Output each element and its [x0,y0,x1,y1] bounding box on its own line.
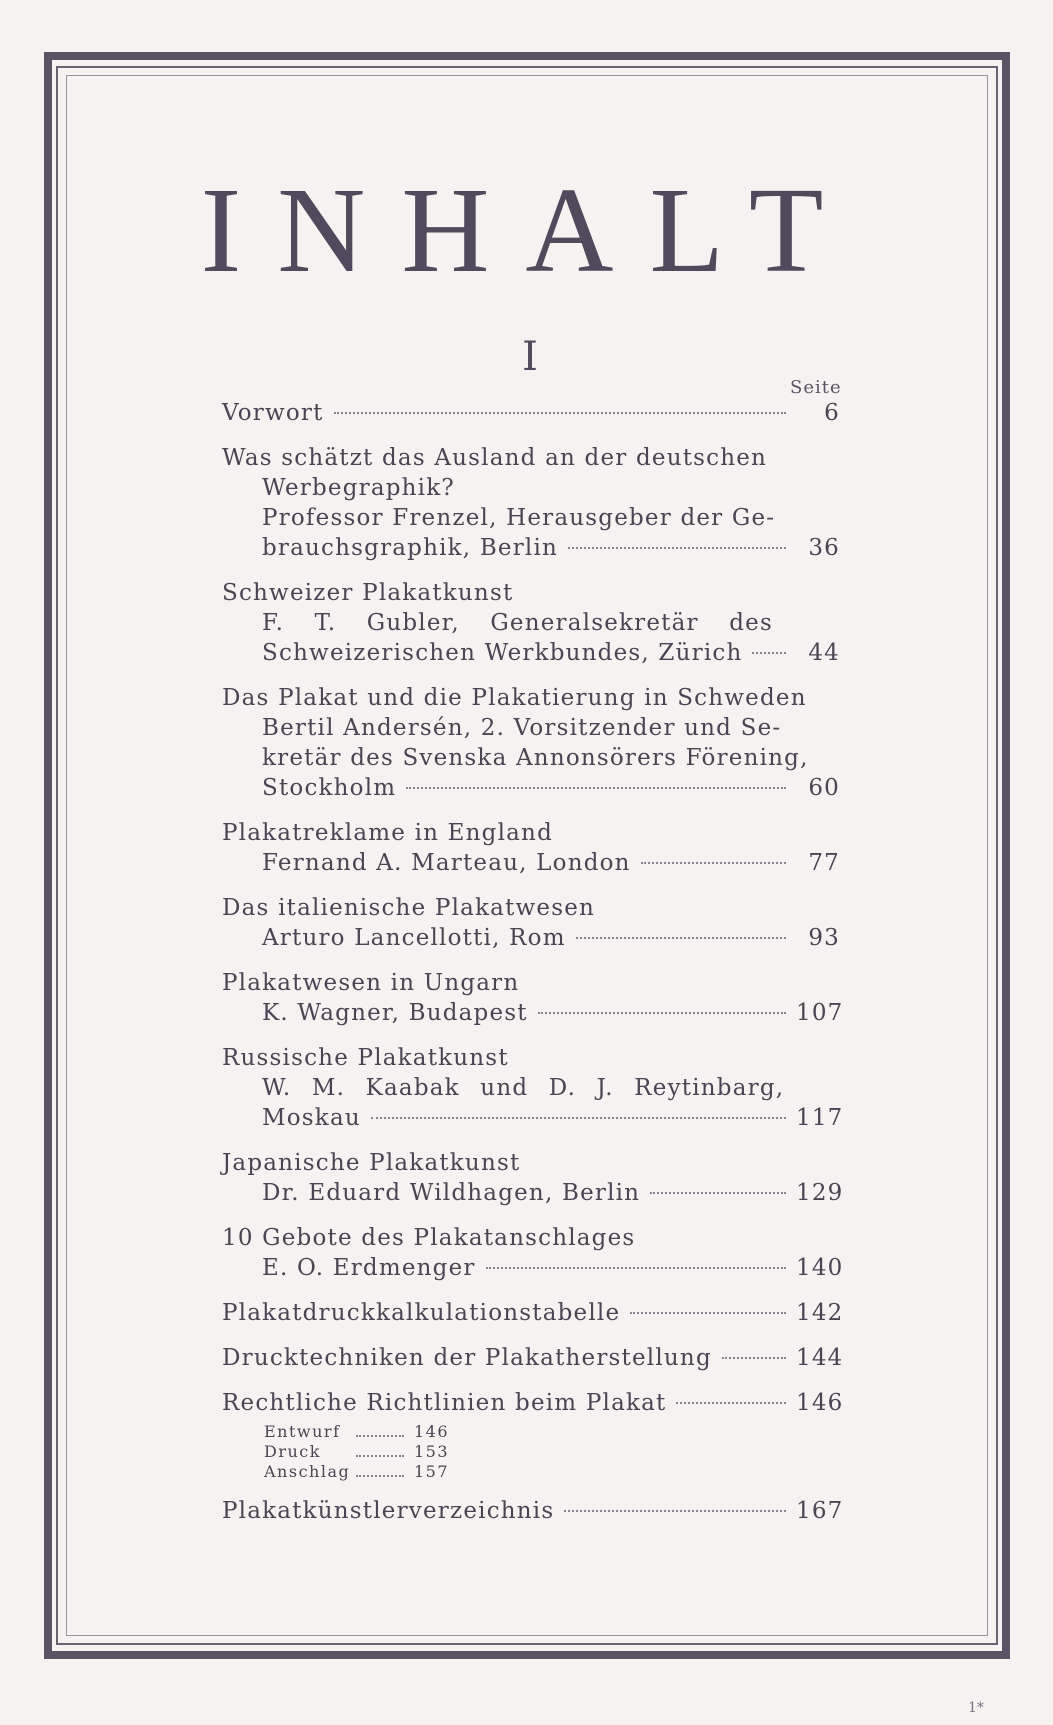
toc-line [222,1073,840,1103]
toc-entry [222,578,840,668]
toc-line [222,473,840,503]
sub-entry-label-wrap [264,1442,414,1462]
entry-title: Das italienische Plakatwesen [222,895,596,921]
entry-author: Schweizerischen Werkbundes, Zürich [262,640,743,666]
leader-dots [650,1192,786,1194]
entry-author: Fernand A. Marteau, London [262,850,631,876]
leader-dots [676,1402,786,1404]
page-number: 44 [808,640,840,666]
page-number: 60 [808,775,840,801]
sub-entry [264,1422,840,1442]
toc-entry [222,968,844,1028]
entry-author: K. Wagner, Budapest [262,1000,528,1026]
toc-line [222,1253,844,1283]
toc-entry [222,683,840,803]
entry-title: Das Plakat und die Plakatierung in Schweden [222,685,807,711]
sub-entry [264,1442,840,1462]
toc-line [222,1103,844,1133]
entry-title: Werbegraphik? [262,475,455,501]
page-number: 6 [824,400,840,426]
toc-line [222,893,840,923]
leader-dots [406,787,786,789]
entry-author: Arturo Lancellotti, Rom [262,925,566,951]
toc-entry [222,1343,844,1373]
sub-entry-page: 153 [414,1442,450,1461]
leader-dots [486,1267,786,1269]
entry-title: Schweizer Plakatkunst [222,580,514,606]
sub-entry-label: Anschlag [264,1462,351,1481]
entry-author: E. O. Erdmenger [262,1255,476,1281]
page-number: 36 [808,535,840,561]
entry-author: W. M. Kaabak und D. J. Reytinbarg, [262,1075,785,1101]
page-number: 77 [808,850,840,876]
leader-dots [356,1455,404,1457]
entry-title: Plakatkünstlerverzeichnis [222,1498,555,1524]
entry-author: Professor Frenzel, Herausgeber der Ge- [262,505,776,531]
volume-numeral: I [522,334,538,380]
entry-title: Japanische Plakatkunst [222,1150,521,1176]
sub-entry-list [222,1422,840,1482]
toc-line [222,608,840,638]
toc-entry [222,443,840,563]
sub-entry-label: Druck [264,1442,321,1461]
page-title: INHALT [200,163,860,298]
leader-dots [722,1357,786,1359]
signature-mark: 1* [968,1700,984,1716]
toc-entry [222,1298,844,1328]
page-number: 129 [796,1180,844,1206]
entry-title: Was schätzt das Ausland an der deutschen [222,445,768,471]
page-number: 117 [796,1105,844,1131]
toc-line [222,1298,844,1328]
entry-title: Plakatdruckkalkulationstabelle [222,1300,621,1326]
toc-entry [222,398,840,428]
page-number: 140 [796,1255,844,1281]
toc-line [222,443,840,473]
toc-line [222,1496,844,1526]
leader-dots [752,652,786,654]
toc-line [222,743,840,773]
entry-author: F. T. Gubler, Generalsekretär des [262,610,773,636]
toc-line [222,773,840,803]
toc-line [222,1148,840,1178]
entry-author: Stockholm [262,775,397,801]
toc-entry [222,893,840,953]
toc-line [222,713,840,743]
sub-entry-label-wrap [264,1462,414,1482]
page-number: 146 [796,1390,844,1416]
leader-dots [630,1312,786,1314]
toc-line [222,998,844,1028]
toc-line [222,1388,844,1418]
toc-line [222,683,840,713]
sub-entry-page: 157 [414,1462,450,1481]
page-number: 93 [808,925,840,951]
entry-title: Plakatwesen in Ungarn [222,970,520,996]
entry-author: Bertil Andersén, 2. Vorsitzender und Se- [262,715,782,741]
entry-author: Dr. Eduard Wildhagen, Berlin [262,1180,641,1206]
leader-dots [356,1435,404,1437]
toc-line [222,818,840,848]
leader-dots [641,862,786,864]
leader-dots [334,412,786,414]
toc-line [222,578,840,608]
toc-line [222,848,840,878]
toc-entry [222,1148,844,1208]
entry-title: Rechtliche Richtlinien beim Plakat [222,1390,667,1416]
toc-line [222,638,840,668]
leader-dots [576,937,786,939]
page-number: 142 [796,1300,844,1326]
page-number: 144 [796,1345,844,1371]
leader-dots [538,1012,786,1014]
page-number: 107 [796,1000,844,1026]
toc-line [222,968,840,998]
toc-line [222,398,840,428]
leader-dots [568,547,786,549]
toc-entry [222,818,840,878]
toc-entry [222,1388,844,1418]
page-column-label: Seite [790,377,842,398]
toc-line [222,1043,840,1073]
table-of-contents [222,398,844,1541]
sub-entry-label-wrap [264,1422,414,1442]
entry-author: kretär des Svenska Annonsörers Förening, [262,745,809,771]
leader-dots [564,1510,786,1512]
entry-title: Drucktechniken der Plakatherstellung [222,1345,712,1371]
toc-line [222,503,840,533]
page-number: 167 [796,1498,844,1524]
toc-line [222,533,840,563]
toc-line [222,1343,844,1373]
toc-entry [222,1496,844,1526]
leader-dots [356,1475,404,1477]
toc-line [222,1178,844,1208]
sub-entry [264,1462,840,1482]
toc-entry [222,1223,844,1283]
entry-title: Plakatreklame in England [222,820,553,846]
leader-dots [371,1117,786,1119]
entry-author: brauchsgraphik, Berlin [262,535,559,561]
sub-entry-label: Entwurf [264,1422,341,1441]
sub-entry-page: 146 [414,1422,450,1441]
entry-title: Vorwort [222,400,324,426]
entry-author: Moskau [262,1105,361,1131]
toc-line [222,923,840,953]
entry-title: 10 Gebote des Plakatanschlages [222,1225,636,1251]
entry-title: Russische Plakatkunst [222,1045,509,1071]
toc-line [222,1223,840,1253]
toc-entry [222,1043,844,1133]
